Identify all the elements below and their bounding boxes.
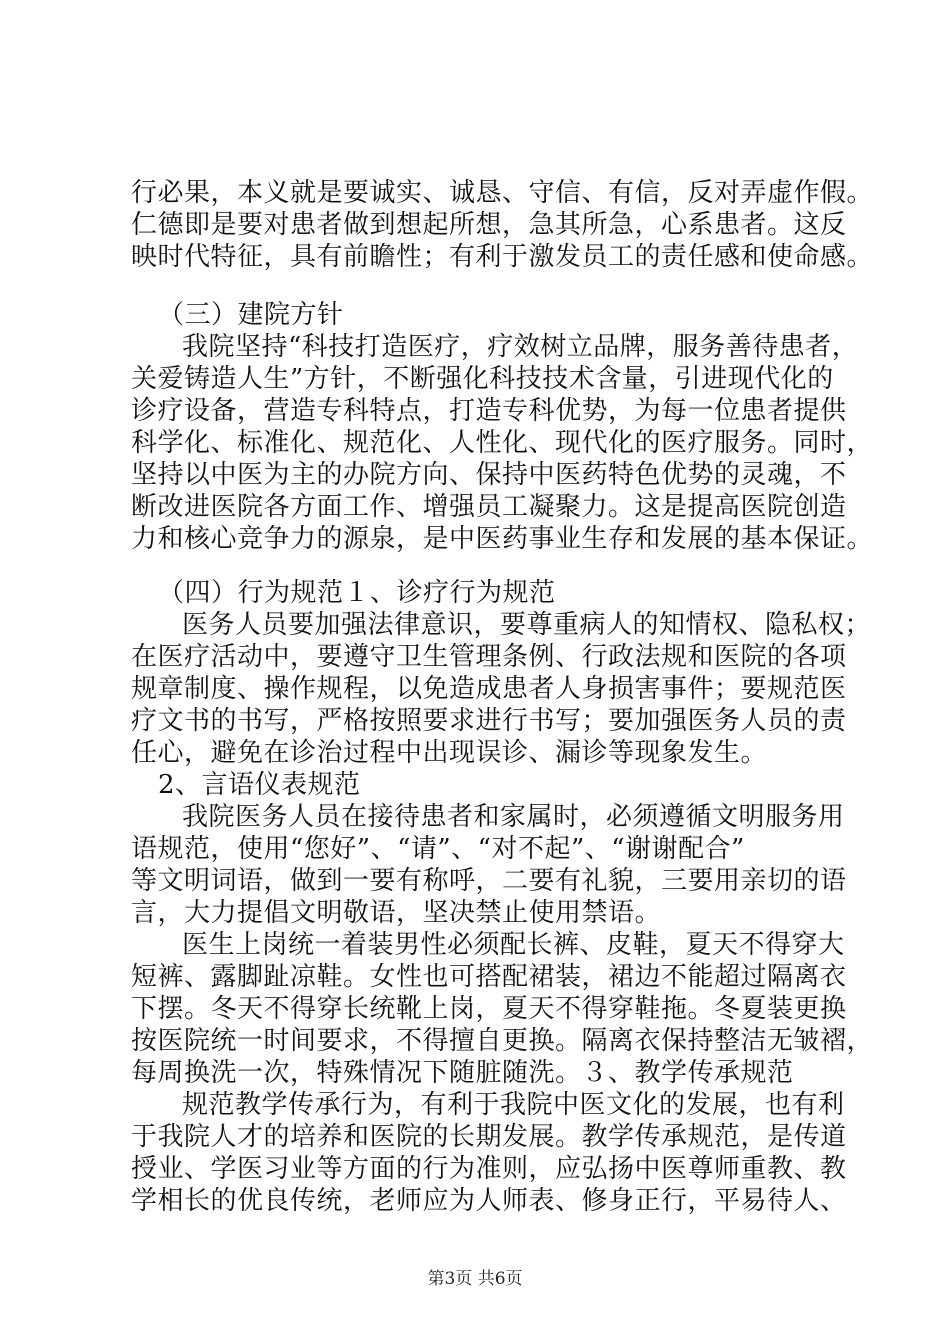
text-line: 授业、学医习业等方面的行为准则，应弘扬中医尊师重教、教 — [131, 1154, 847, 1184]
text-line: 映时代特征，具有前瞻性；有利于激发员工的责任感和使命感。 — [131, 242, 874, 272]
text-line: 按医院统一时间要求，不得擅自更换。隔离衣保持整洁无皱褶， — [131, 1026, 874, 1056]
text-line: 我院坚持“科技打造医疗，疗效树立品牌，服务善待患者， — [182, 332, 859, 362]
subsection-heading: 2、言语仪表规范 — [158, 770, 361, 800]
text-line: 医生上岗统一着装男性必须配长裤、皮鞋，夏天不得穿大 — [182, 930, 845, 960]
text-line: 疗文书的书写，严格按照要求进行书写；要加强医务人员的责 — [131, 706, 847, 736]
text-line: 断改进医院各方面工作、增强员工凝聚力。这是提高医院创造 — [131, 492, 847, 522]
text-line: 医务人员要加强法律意识，要尊重病人的知情权、隐私权； — [182, 610, 872, 640]
text-line: 任心，避免在诊治过程中出现误诊、漏诊等现象发生。 — [131, 738, 768, 768]
text-line: 下摆。冬天不得穿长统靴上岗，夏天不得穿鞋拖。冬夏装更换 — [131, 994, 847, 1024]
text-line: 行必果，本义就是要诚实、诚恳、守信、有信，反对弄虚作假。 — [131, 178, 874, 208]
text-line: 仁德即是要对患者做到想起所想，急其所急，心系患者。这反 — [131, 210, 847, 240]
text-line: 坚持以中医为主的办院方向、保持中医药特色优势的灵魂，不 — [131, 460, 847, 490]
text-line: 规范教学传承行为，有利于我院中医文化的发展，也有利 — [182, 1090, 845, 1120]
text-line: 力和核心竞争力的源泉，是中医药事业生存和发展的基本保证。 — [131, 524, 874, 554]
text-line: 于我院人才的培养和医院的长期发展。教学传承规范，是传道 — [131, 1122, 847, 1152]
text-line: 在医疗活动中，要遵守卫生管理条例、行政法规和医院的各项 — [131, 642, 847, 672]
text-line: 科学化、标准化、规范化、人性化、现代化的医疗服务。同时， — [131, 428, 874, 458]
text-line: 言，大力提倡文明敬语，坚决禁止使用禁语。 — [131, 898, 662, 928]
text-line: 等文明词语，做到一要有称呼，二要有礼貌，三要用亲切的语 — [131, 866, 847, 896]
text-line: 我院医务人员在接待患者和家属时，必须遵循文明服务用 — [182, 802, 845, 832]
text-line: 关爱铸造人生”方针，不断强化科技技术含量，引进现代化的 — [131, 364, 834, 394]
text-line: 每周换洗一次，特殊情况下随脏随洗。３、教学传承规范 — [131, 1058, 794, 1088]
text-line: 规章制度、操作规程，以免造成患者人身损害事件；要规范医 — [131, 674, 847, 704]
section-heading: （四）行为规范１、诊疗行为规范 — [158, 578, 556, 608]
section-heading: （三）建院方针 — [158, 300, 344, 330]
text-line: 语规范，使用“您好”、“请”、“对不起”、“谢谢配合” — [131, 834, 745, 864]
text-line: 短裤、露脚趾凉鞋。女性也可搭配裙装，裙边不能超过隔离衣 — [131, 962, 847, 992]
text-line: 诊疗设备，营造专科特点，打造专科优势，为每一位患者提供 — [131, 396, 847, 426]
page-number-footer: 第3页 共6页 — [427, 1269, 523, 1289]
text-line: 学相长的优良传统，老师应为人师表、修身正行，平易待人、 — [131, 1186, 847, 1216]
